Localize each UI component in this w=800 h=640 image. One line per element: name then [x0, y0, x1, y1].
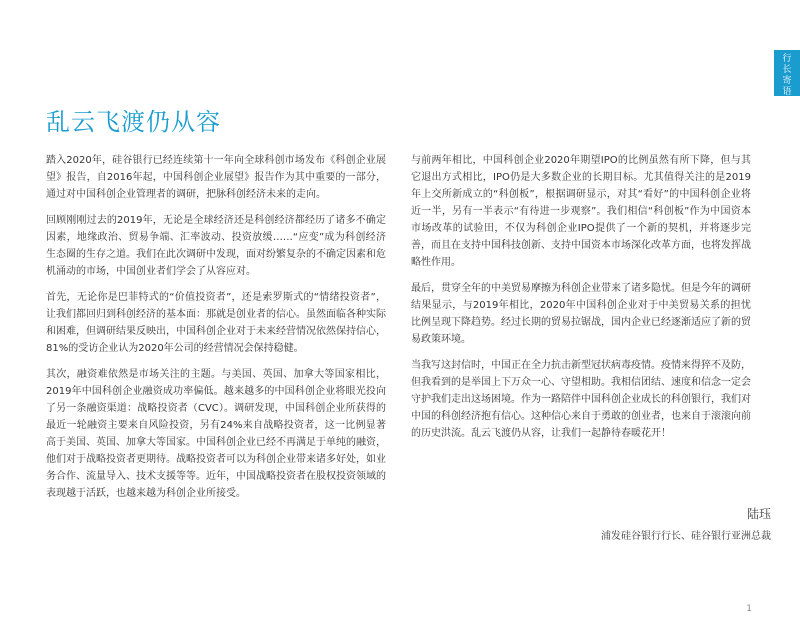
left-column: [46, 152, 386, 511]
paragraph: 其次，融资难依然是市场关注的主题。与美国、英国、加拿大等国家相比，2019年中国科创企业融资成功率偏低。越来越多的中国科创企业将眼光投向了另一条融资渠道：战略投资者（CVC）。调研发现，中国科创企业所获得的最近一轮融资主要来自风险投资，另有24%来自战略投资者，这一比例显著高于美国、英国、加拿大等国家。中国科创企业已经不再满足于单纯的融资，他们对于战略投资者更期待。战略投资者可以为科创企业带来诸多好处，如业务合作、流量导入、技术支援等等。近年，中国战略投资者在股权投资领域的表现越于活跃，也越来越为科创企业所接受。: [46, 369, 386, 499]
paragraph: 踏入2020年，硅谷银行已经连续第十一年向全球科创市场发布《科创企业展望》报告，自2016年起，中国科创企业展望》报告作为其中重要的一部分，通过对中国科创企业管理者的调研，把脉科创经济未来的走向。: [46, 155, 386, 200]
side-tab-char: 语: [782, 87, 792, 97]
paragraph: 当我写这封信时，中国正在全力抗击新型冠状病毒疫情。疫情来得猝不及防，但我看到的是举国上下万众一心、守望相助。我相信团结、速度和信念一定会守护我们走出这场困境。作为一路陪伴中国科创企业成长的科创银行，我们对中国的科创经济抱有信心。这种信心来自于勇敢的创业者，也来自于滚滚向前的历史洪流。乱云飞渡仍从容，让我们一起静待春暖花开！: [411, 360, 751, 439]
paragraph: 回顾刚刚过去的2019年，无论是全球经济还是科创经济都经历了诸多不确定因素，地缘政治、贸易争端、汇率波动、投资放缓……“应变”成为科创经济生态圈的生存之道。我们在此次调研中发现，面对纷繁复杂的不确定因素和危机涌动的市场，中国创业者们学会了从容应对。: [46, 215, 386, 277]
side-tab-char: 长: [782, 65, 792, 75]
signature-title: 浦发硅谷银行行长、硅谷银行亚洲总裁: [601, 531, 771, 542]
page-number: 1: [746, 604, 752, 614]
signature-name: 陆珏: [746, 507, 771, 521]
side-section-tab: [774, 50, 800, 96]
page-title: 乱云飞渡仍从容: [46, 108, 221, 136]
paragraph: 与前两年相比，中国科创企业2020年期望IPO的比例虽然有所下降，但与其它退出方式相比，IPO仍是大多数企业的长期目标。尤其值得关注的是2019年上交所新成立的“科创板”，根据调研显示，对其“看好”的中国科创企业将近一半，另有一半表示“有待进一步观察”。我们相信“科创板”作为中国资本市场改革的试验田，不仅为科创企业IPO提供了一个新的契机，并将逐步完善，而且在支持中国科技创新、支持中国资本市场深化改革方面，也将发挥战略性作用。: [411, 155, 751, 268]
right-column: [411, 152, 751, 451]
paragraph: 首先，无论你是巴菲特式的“价值投资者”，还是索罗斯式的“情绪投资者”，让我们都回归到科创经济的基本面：那就是创业者的信心。虽然面临各种实际和困难，但调研结果反映出，中国科创企业对于未来经营情况依然保持信心，81%的受访企业认为2020年公司的经营情况会保持稳健。: [46, 292, 386, 354]
paragraph: 最后，贯穿全年的中美贸易摩擦为科创企业带来了诸多隐忧。但是今年的调研结果显示，与2019年相比，2020年中国科创企业对于中美贸易关系的担忧比例呈现下降趋势。经过长期的贸易拉锯战，国内企业已经逐渐适应了新的贸易政策环境。: [411, 283, 751, 345]
side-tab-char: 寄: [782, 76, 792, 86]
side-tab-char: 行: [782, 54, 792, 64]
